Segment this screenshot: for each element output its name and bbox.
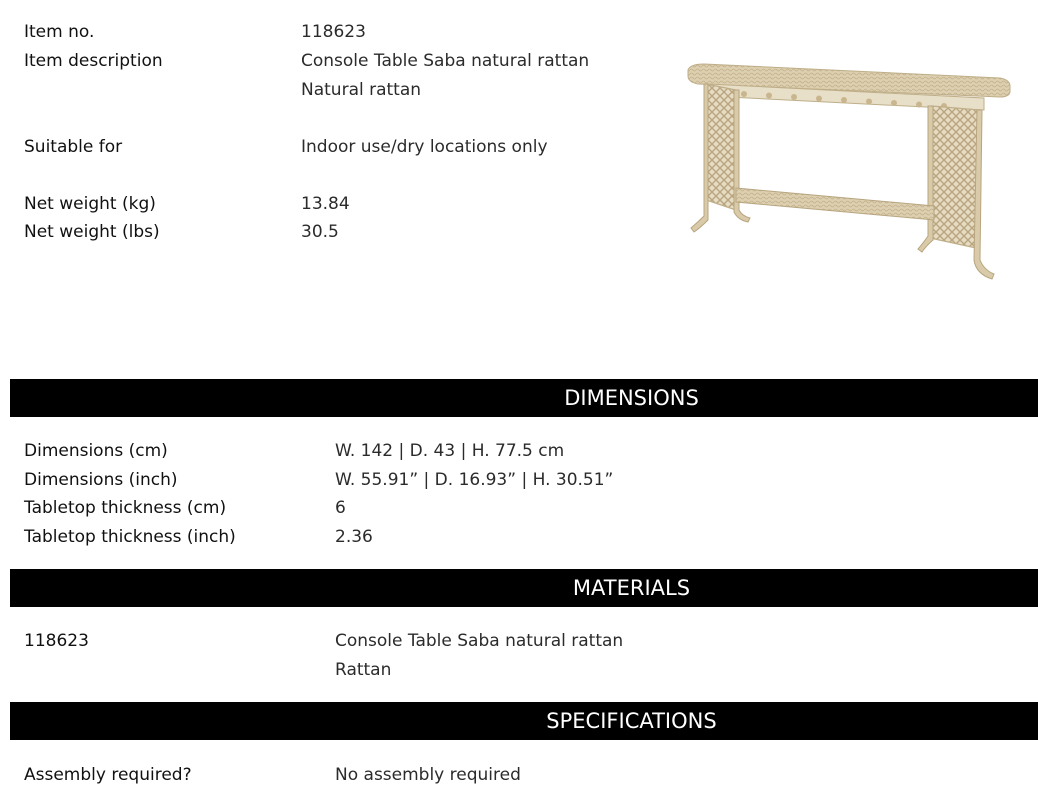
net-weight-kg-label: Net weight (kg) [24, 194, 156, 214]
material-line2: Rattan [335, 660, 392, 680]
dimensions-heading: DIMENSIONS [564, 386, 699, 410]
dimensions-value: W. 55.91” | D. 16.93” | H. 30.51” [335, 470, 614, 490]
specifications-heading-bar [10, 702, 1038, 740]
rattan-console-table-image [684, 60, 1014, 290]
dimensions-label: Tabletop thickness (inch) [24, 527, 236, 547]
item-no-value: 118623 [301, 22, 366, 42]
specifications-heading: SPECIFICATIONS [546, 709, 717, 733]
materials-heading: MATERIALS [572, 576, 691, 600]
net-weight-kg-value: 13.84 [301, 194, 350, 214]
dimensions-value: 2.36 [335, 527, 373, 547]
item-description-line2: Natural rattan [301, 80, 422, 100]
net-weight-lbs-label: Net weight (lbs) [24, 222, 160, 242]
assembly-required-label: Assembly required? [24, 765, 192, 785]
item-description-label: Item description [24, 51, 163, 71]
material-line1: Console Table Saba natural rattan [335, 631, 624, 651]
item-description-line1: Console Table Saba natural rattan [301, 51, 590, 71]
dimensions-label: Dimensions (inch) [24, 470, 178, 490]
dimensions-label: Dimensions (cm) [24, 441, 168, 461]
assembly-required-value: No assembly required [335, 765, 521, 785]
item-no-label: Item no. [24, 22, 95, 42]
materials-heading-bar [10, 569, 1038, 607]
net-weight-lbs-value: 30.5 [301, 222, 339, 242]
suitable-for-label: Suitable for [24, 137, 123, 157]
dimensions-label: Tabletop thickness (cm) [24, 498, 227, 518]
dimensions-value: W. 142 | D. 43 | H. 77.5 cm [335, 441, 565, 461]
suitable-for-value: Indoor use/dry locations only [301, 137, 548, 157]
dimensions-heading-bar [10, 379, 1038, 417]
material-code: 118623 [24, 631, 89, 651]
dimensions-value: 6 [335, 498, 346, 518]
